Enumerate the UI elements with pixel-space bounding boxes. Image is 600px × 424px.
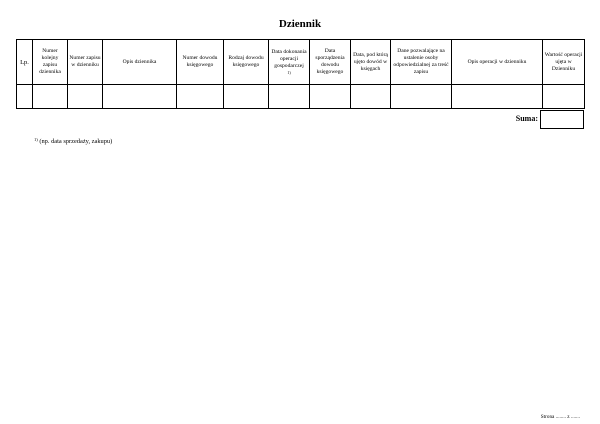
column-header-entry-sequence-number: Numer kolejny zapisu dziennika [33,40,68,85]
table-cell[interactable] [68,85,103,109]
table-cell[interactable] [224,85,269,109]
table-cell[interactable] [452,85,543,109]
column-header-document-issue-date: Data sporządzenia dowodu księgowego [310,40,351,85]
table-cell[interactable] [310,85,351,109]
table-cell[interactable] [351,85,391,109]
column-header-operation-value: Wartość operacji ujęta w Dzienniku [543,40,585,85]
footnote-mark: 1) [34,137,38,142]
column-header-operation-date [269,40,310,85]
column-header-responsible-person: Dane pozwalające na ustalenie osoby odpowiedzialnej za treść zapisu [391,40,452,85]
table-cell[interactable] [17,85,33,109]
table-cell[interactable] [269,85,310,109]
table-cell[interactable] [543,85,585,109]
table-header-row [17,40,585,85]
table-cell[interactable] [103,85,177,109]
column-header-lp: Lp. [17,40,33,85]
journal-table [16,39,585,109]
column-header-operation-date-label: Data dokonania operacji gospodarczej [271,49,307,69]
column-header-entry-number: Numer zapisu w dzienniku [68,40,103,85]
footnote [34,136,112,146]
document-title: Dziennik [278,18,322,30]
table-row [17,85,585,109]
column-header-journal-description: Opis dziennika [103,40,177,85]
footnote-text: (np. data sprzedaży, zakupu) [39,138,113,145]
table-cell[interactable] [33,85,68,109]
sum-value-field[interactable] [540,110,584,129]
table-cell[interactable] [391,85,452,109]
column-header-document-type: Rodzaj dowodu księgowego [224,40,269,85]
table-cell[interactable] [177,85,224,109]
page-number-footer: Strona ........ z ....... [540,414,580,420]
column-header-document-number: Numer dowodu księgowego [177,40,224,85]
sum-label: Suma: [515,114,538,123]
column-header-operation-description: Opis operacji w dzienniku [452,40,543,85]
footnote-reference-mark: 1) [287,70,291,75]
column-header-booking-date: Data, pod którą ujęto dowód w księgach [351,40,391,85]
